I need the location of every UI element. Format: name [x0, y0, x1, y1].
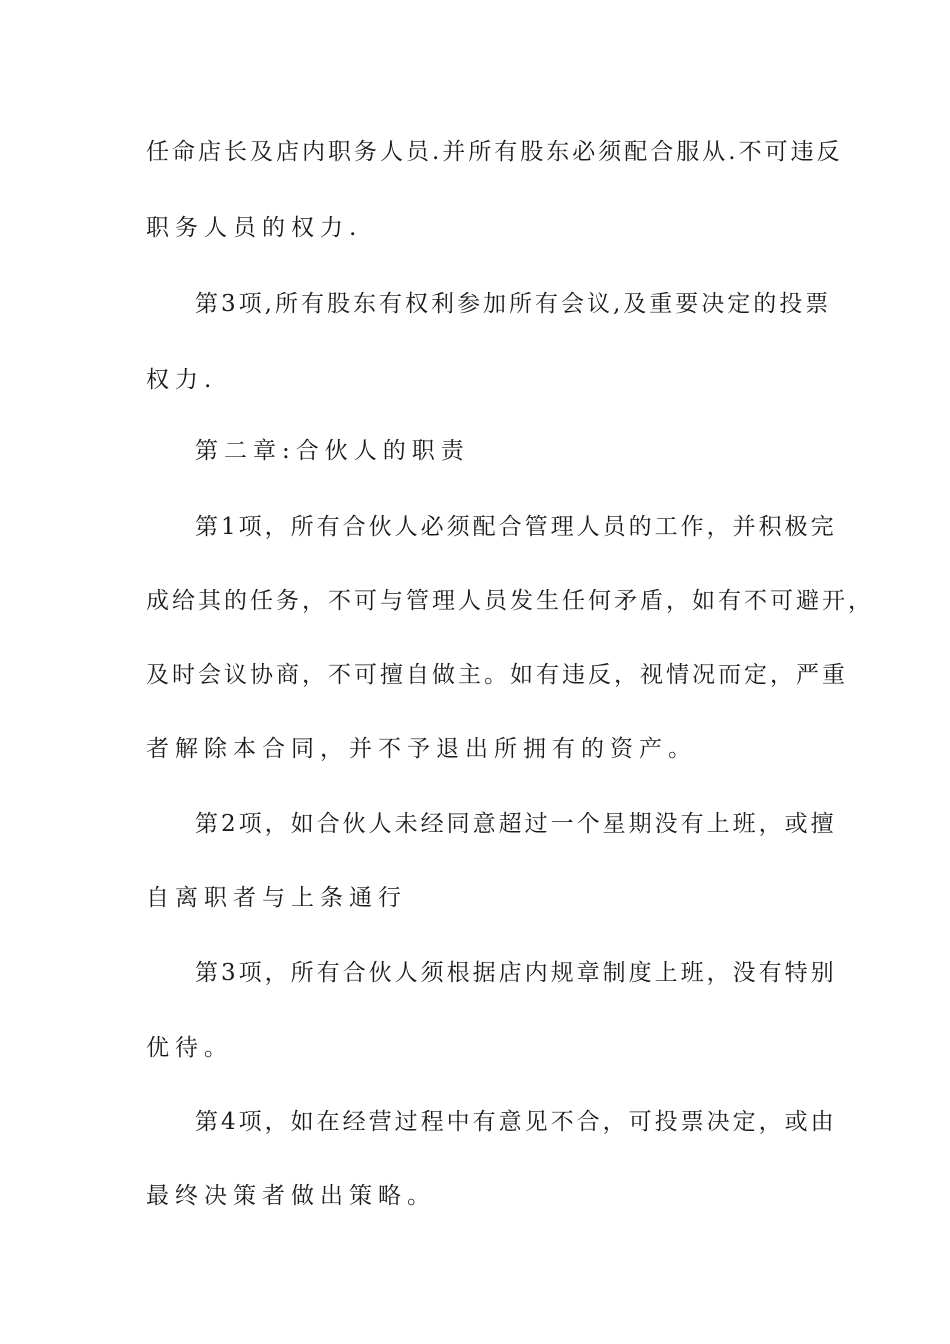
- paragraph-line: 任命店长及店内职务人员.并所有股东必须配合服从.不可违反: [146, 139, 843, 165]
- paragraph-line: 第3项，所有合伙人须根据店内规章制度上班，没有特别: [195, 960, 837, 986]
- paragraph-line: 职务人员的权力.: [146, 215, 363, 241]
- paragraph-line: 优待。: [146, 1035, 233, 1061]
- paragraph-line: 成给其的任务，不可与管理人员发生任何矛盾，如有不可避开，: [146, 588, 874, 614]
- paragraph-line: 第1项，所有合伙人必须配合管理人员的工作，并积极完: [195, 514, 837, 540]
- paragraph-line: 及时会议协商，不可擅自做主。如有违反，视情况而定，严重: [146, 662, 848, 688]
- paragraph-line: 第4项，如在经营过程中有意见不合，可投票决定，或由: [195, 1109, 837, 1135]
- paragraph-line: 自离职者与上条通行: [146, 885, 407, 911]
- paragraph-line: 权力.: [146, 367, 218, 393]
- paragraph-line: 第2项，如合伙人未经同意超过一个星期没有上班，或擅: [195, 811, 837, 837]
- paragraph-line: 第3项,所有股东有权利参加所有会议,及重要决定的投票: [195, 291, 832, 317]
- paragraph-line: 最终决策者做出策略。: [146, 1183, 436, 1209]
- paragraph-line: 者解除本合同，并不予退出所拥有的资产。: [146, 736, 697, 762]
- chapter-heading: 第二章:合伙人的职责: [195, 438, 470, 464]
